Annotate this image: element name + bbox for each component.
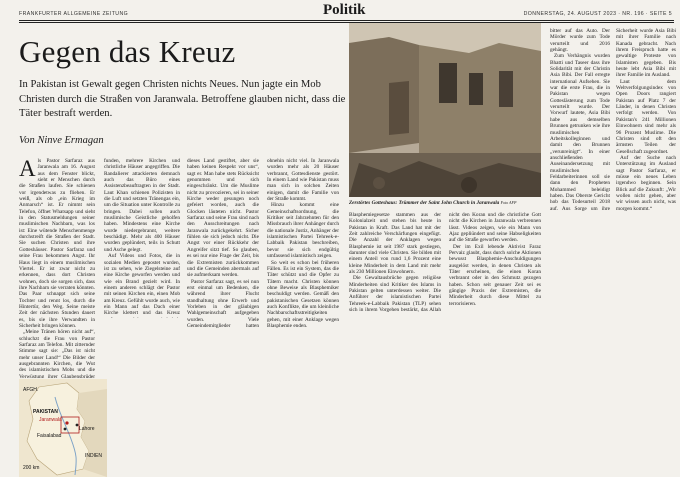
map-label-india: INDIEN (85, 453, 102, 459)
church-ruins-image (349, 23, 541, 197)
section-title: Politik (323, 2, 366, 18)
map-label-country: PAKISTAN (33, 409, 58, 415)
article-deck: In Pakistan ist Gewalt gegen Christen nichts Neues. Nun jagte ein Mob Christen durch die Straßen von Jaranwala. Betroffene glauben nicht, dass die Täter bestraft werden. (19, 79, 346, 120)
photo-credit: Foto AFP (500, 200, 517, 205)
column-5-paragraph-4: Auf der Suche nach Unterstützung im Ausland sagt Pastor Sarfaraz, er müsse ein neues Leben irgendwo beginnen. Sein Blick auf die Zukunft: „Wir wollen nicht gehen, aber wir wissen auch nicht, was morgen kommt.“ (616, 154, 676, 212)
map-label-afghanistan: AFGH. (23, 387, 39, 393)
column-5-paragraph-1: bitter auf das Auto. Der Mörder wurde zum Tode verurteilt und 2016 gehängt. (550, 28, 610, 54)
column-1-paragraph-1 (19, 158, 95, 329)
masthead (0, 0, 680, 28)
column-5-paragraph-3: Laut dem Weltverfolgungsindex von Open Doors rangiert Pakistan auf Platz 7 der Länder, in denen Christen verfolgt werden. Von Pakistan's 241 Millionen Einwohnern sind mehr als 96 Prozent Muslime. Die Christen sind oft den ärmsten Teilen der Gesellschaft zugeordnet. (616, 78, 676, 155)
column-2-paragraph-1: funden, mehrere Kirchen und christliche Häuser angegriffen. Die Randalierer attackierten demnach auch das Büro eines Assistenzbeauftragten in der Stadt. Laut Khan schienen Polizisten in die Luft und setzten Tränengas ein, um die Situation unter Kontrolle zu bringen. Dabei sollen auch muslimische Geistliche geholfen haben. Mindestens eine Kirche wurde niedergebrannt, weitere beschädigt. Mehr als 400 Häuser wurden geplündert, teils in Schutt und Asche gelegt. (104, 158, 180, 253)
column-4-paragraph-2: Die Gewaltausbrüche gegen religiöse Minderheiten sind Kritiker des Islams in Pakistan gelten unterdessen weiter. Die Anführer der islamistischen Partei Tehreek-e-Labbaik Pakistan (TLP) sehen sich in ihrem Vorgehen bestärkt, das Allah nicht den Koran und die christliche Gott nicht die Kirchen in Jaranwala verbrennen lässt. Videos zeigen, wie ein Mann von Ajaz gepliündert und seine Habseligkeiten auf die Straße geworfen werden. (349, 212, 541, 314)
article-photo (349, 23, 541, 197)
article-author: Von Ninve Ermagan (19, 135, 104, 146)
article-column-2 (104, 158, 180, 318)
caption-text: Zerstörtes Gotteshaus: Trümmer der Saint John Church in Jaranwala (349, 200, 500, 206)
article-column-4 (349, 212, 541, 476)
article-column-5 (550, 28, 676, 476)
column-4-paragraph-1: Blasphemiegesetze stammen aus der Kolonialzeit und stehen bis heute in Pakistan in Kraft. Das Land hat mit der Zeit zahlreiche Verschärfungen eingefügt. Die Anzahl der Anklagen wegen Blasphemie ist seit 1987 stark gestiegen, darunter sind viele Christen. Sie bilden mit einem Anteil von rund 1,6 Prozent eine kleine Minderheit in dem Land mit mehr als 230 Millionen Einwohnern. (349, 212, 441, 276)
issue-date: DONNERSTAG, 24. AUGUST 2023 · NR. 196 · SEITE 5 (523, 11, 672, 17)
article-column-1 (19, 158, 95, 378)
column-3-paragraph-2: Pastor Sarfaraz sagt, es sei nun erst einmal um Bedenken, die während ihrer Flucht standhaltung ohne Erwerb und Vorleben in der gläubigen Wahlgemeinschaft aufgegeben wurden. Viele Gemeindemitglieder hatten ohnehin nicht viel. In Jaranwala wurden mehr als 20 Häuser verbrannt, Gottesdienste gestört. In einem Land wie Pakistan muss man sich in solchen Zeiten einigen, damit die Familie von der Straße kommt. (187, 158, 339, 329)
masthead-rule-thin (19, 22, 674, 23)
column-3-paragraph-1: dieses Land gestiftet, aber sie haben keinen Respekt vor uns“, sagt er. Man habe stets Rücksicht genommen und sich eingeschränkt. Um die Muslime nicht zu provozieren, sei in seiner Kirche weder gesungen noch gefeiert worden, auch die Glocken läuteten nicht. Pastor Sarfaraz und seine Frau sind nach den Ausschreitungen nach Jaranwala zurückgekehrt. Sicher fühlen sie sich jedoch nicht. Die Angst vor einer Rückkehr der Angreifer sitzt tief. So glauben, es sei nur eine Frage der Zeit, bis die Extremisten zurückkommen und die Gemeinden abermals auf sie aufmerksam werden. (187, 158, 259, 279)
map-label-jaranwala: Jaranwala (39, 417, 62, 423)
pakistan-map (19, 379, 107, 477)
column-1-text: ls Pastor Sarfaraz aus Jaranwala am 16. August aus dem Fenster blickt, sieht er Menschen durch die Straßen laufen. Sie schienen vor irgendetwas zu fliehen. Er weiß, als ob „ein Krieg im Anmarsch“ ist. Er nimmt sein Telefon, öffnet Whatsapp und sieht in den Statusmeldungen seiner muslimischen Nachbarn, was los ist: Eine wütende Menschenmenge durchstreift die Straßen der Stadt. Sie suchen Christen und ihre Gotteshäuser. Pastor Sarfaraz und seine Frau bekommen Angst. Ihr Haus liegt in einem muslimischen Viertel. Er ist zwar nicht zu erkennen, dass dort Christen wohnen, doch sie sorgen sich, dass ihre Nachbarn sie verraten könnten. Das Paar schnappt sich seine Tochter und rennt los, durch die Hintertür, den Weg. Seine meiste Zeit der nächsten Stunden dauert es, bis sie ihre Verwandten in Sicherheit bringen können. (19, 158, 95, 329)
map-label-faisalabad: Faisalabad (37, 433, 62, 439)
drop-cap: A (19, 158, 36, 181)
newspaper-name: FRANKFURTER ALLGEMEINE ZEITUNG (19, 11, 129, 17)
masthead-rule (19, 20, 674, 21)
map-scale: 200 km (23, 465, 40, 471)
column-3-paragraph-3: Hinzu kommt eine Gemeinschaftsordnung, die Kritiker seit Jahrzehnten für den Missbrauch ihrer Anhänger durch die nationale Justiz, Anhänger der islamistischen Partei Tehreek-e-Labbaik Pakistan beschreiben, bevor sie sich endgültig umfassend islamistisch zeigen. (267, 202, 339, 260)
article-headline: Gegen das Kreuz (19, 34, 236, 69)
column-1-paragraph-2: „Meine Tränen hören nicht auf“, schluchzt die Frau von Pastor Sarfaraz am Telefon. Mit zitternder Stimme sagt sie: „Das ist nicht mehr unser Land!“ Die Bilder der ausgebrannten Kirchen, die Wut des islamistischen Mobs und die Verwüstung ihrer Glaubensbrüder (19, 329, 95, 378)
column-2-paragraph-2: Auf Videos und Fotos, die in sozialen Medien gepostet wurden, ist zu sehen, wie Ziegelsteine auf eine Kirche geworfen werden und wie ein Brand gezielt wird. In einem anderen schlägt der Pastor mit seinen Kirchen ein, einen Mob am Kreuz. Gefühlt wurde auch, wie ein Mann auf das Dach einer Kirche klettert und das Kreuz (104, 253, 180, 317)
column-5-paragraph-2: Zum Verhängnis wurden Bhatti und Taseer dass ihre Solidarität mit der Christin Asia Bibi. Der Fall erregte international Aufsehen. Sie war die erste Frau, die in Pakistan wegen Gotteslästerung zum Tode verurteilt wurde. Der Vorwurf lautete, Asia Bibi habe aus demselben Brunnen getrunken wie ihre muslimischen Arbeitskolleginnen und damit den Brunnen „verunreinigt“. In einer anschließenden Auseinandersetzung mit muslimischen Feldarbeiterinnen soll sie dann den Propheten Mohammed beleidigt haben. Das Oberste Gericht hob das Todesurteil 2018 auf. Aus Sorge um ihre Sicherheit wurde Asia Bibi mit ihrer Familie nach Kanada gebracht. Nach ihrem Freispruch hatte es gewaltige Proteste von Islamisten gegeben. Bis heute lebt Asia Bibi mit ihrer Familie im Ausland. (550, 28, 676, 212)
column-3-paragraph-4: So weit es schon bei früheren Fällen. Es ist ein System, das die Täter schützt und die Opfer zu Tätern macht. Christen können ohne Beweise als Blasphemiker beschuldigt werden. Gemäß den pakistanischen Gesetzen können auch Konflikte, die um kleinliche Nachbarschaftsstreitigkeiten gehen, mit einer Anklage wegen Blasphemie enden. (267, 259, 339, 329)
article-column-3 (187, 158, 339, 476)
map-label-lahore: Lahore (79, 426, 95, 432)
photo-caption (349, 200, 541, 206)
column-4-paragraph-3: Der im Exil lebende Aktivist Faraz Pervaiz glaubt, dass durch solche Aktionen bewusst Blasphemie-Anschuldigungen ausgelöst werden, in denen Christen als Täter erscheinen, die einen Koran verbrannt oder in den Schmutz gezogen haben. Schon seit genauer Zeit sei es gängige Praxis der Extremisten, die Minderheit durch diese Mittel zu terrorisieren. (449, 243, 541, 307)
